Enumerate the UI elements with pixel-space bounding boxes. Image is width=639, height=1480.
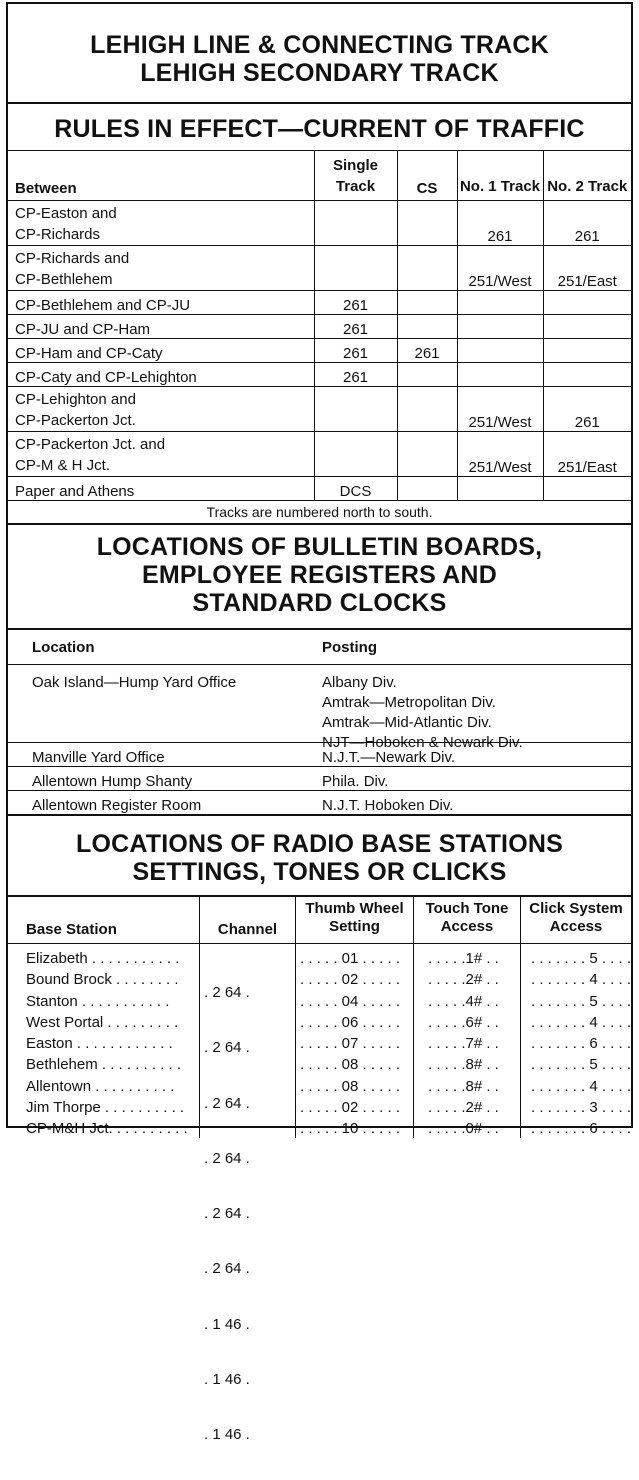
bulletin-title-line: STANDARD CLOCKS (192, 589, 447, 617)
row-touch: . . . . .4# . . (427, 992, 499, 1010)
row-single: 261 (314, 315, 397, 339)
row-touch: . . . . .2# . . (427, 1099, 499, 1117)
row-touch: . . . . .0# . . (427, 1120, 499, 1138)
row-single: DCS (314, 477, 397, 501)
row-station: Easton . . . . . . . . . . . . (26, 1035, 173, 1053)
timetable-page (6, 2, 633, 1444)
col-touch-tone (414, 897, 521, 943)
col-touch-tone-line: Access (440, 918, 494, 935)
row-touch: . . . . .6# . . (427, 1013, 499, 1031)
row-no2: 251/East (543, 432, 631, 477)
table-row (8, 363, 631, 387)
row-touch: . . . . .8# . . (427, 1056, 499, 1074)
row-station: Allentown . . . . . . . . . . (26, 1077, 175, 1095)
row-single (314, 246, 397, 291)
row-thumb: . . . . . 02 . . . . . (299, 1099, 401, 1117)
row-thumb: . . . . . 06 . . . . . (299, 1013, 401, 1031)
row-posting: N.J.T. Hoboken Div. (322, 797, 454, 814)
radio-header-row (8, 897, 631, 944)
table-row (8, 291, 631, 315)
row-thumb: . . . . . 07 . . . . . (299, 1035, 401, 1053)
row-station: West Portal . . . . . . . . . (26, 1013, 179, 1031)
row-click: . . . . . . . 5 . . . . (530, 1056, 632, 1074)
row-posting: Amtrak—Metropolitan Div. (322, 694, 496, 711)
col-thumb-wheel (296, 897, 414, 943)
col-thumb-wheel-line: Setting (329, 918, 380, 935)
col-cs: CS (397, 151, 457, 201)
rules-header-row (8, 151, 631, 201)
row-between: CP-Ham and CP-Caty (8, 339, 314, 363)
row-between: CP-Richards (15, 226, 101, 243)
row-channel: . 1 46 . (203, 1426, 250, 1444)
row-channel: . 2 64 . (203, 1149, 250, 1167)
col-click-system (521, 897, 631, 943)
col-no2-track: No. 2 Track (543, 151, 631, 201)
row-no2 (543, 339, 631, 363)
row-posting: NJT—Hoboken & Newark Div. (322, 734, 523, 751)
row-station: Elizabeth . . . . . . . . . . . (26, 950, 180, 967)
table-row (8, 791, 631, 814)
col-single-track: Single Track (314, 151, 397, 201)
row-channel: . 1 46 . (203, 1315, 250, 1333)
row-single (314, 387, 397, 432)
row-touch: . . . . .2# . . (427, 971, 499, 989)
row-channel: . 2 64 . (203, 1205, 250, 1223)
rules-table (8, 150, 631, 501)
bulletin-header-row (8, 630, 631, 665)
row-thumb: . . . . . 10 . . . . . (299, 1120, 401, 1138)
table-row (8, 201, 631, 246)
row-cs: 261 (397, 339, 457, 363)
row-no2 (543, 291, 631, 315)
row-location: Oak Island—Hump Yard Office (32, 674, 237, 691)
row-location: Allentown Hump Shanty (32, 773, 193, 790)
row-no1 (457, 315, 543, 339)
row-location: Allentown Register Room (32, 797, 202, 814)
row-no2 (543, 477, 631, 501)
row-station: Jim Thorpe . . . . . . . . . . (26, 1099, 185, 1117)
row-no2 (543, 363, 631, 387)
row-single: 261 (314, 363, 397, 387)
table-row (8, 432, 631, 477)
row-single: 261 (314, 339, 397, 363)
row-cs (397, 432, 457, 477)
row-no1: 261 (457, 201, 543, 246)
row-location: Manville Yard Office (32, 749, 165, 766)
row-posting: Albany Div. (322, 674, 397, 691)
row-no2: 251/East (543, 246, 631, 291)
col-location: Location (32, 638, 95, 656)
col-touch-tone-line: Touch Tone (425, 900, 509, 917)
header-line-2: LEHIGH SECONDARY TRACK (140, 59, 499, 87)
row-station: Bethlehem . . . . . . . . . . (26, 1056, 182, 1074)
row-between: CP-Easton and (15, 205, 117, 222)
col-no1-track: No. 1 Track (457, 151, 543, 201)
col-between: Between (8, 151, 314, 201)
row-between: CP-JU and CP-Ham (8, 315, 314, 339)
row-channel: . 2 64 . (203, 1260, 250, 1278)
row-click: . . . . . . . 6 . . . . (530, 1035, 632, 1053)
row-between: CP-Packerton Jct. and (15, 436, 166, 453)
table-row (8, 315, 631, 339)
row-cs (397, 291, 457, 315)
radio-table (8, 895, 632, 1444)
row-touch: . . . . .1# . . (427, 950, 499, 967)
row-no1: 251/West (457, 432, 543, 477)
table-row (8, 767, 631, 791)
row-cs (397, 201, 457, 246)
row-posting: N.J.T.—Newark Div. (322, 749, 456, 766)
row-thumb: . . . . . 08 . . . . . (299, 1056, 401, 1074)
radio-body (8, 944, 632, 1444)
col-thumb-wheel-line: Thumb Wheel (305, 900, 404, 917)
row-no2: 261 (543, 201, 631, 246)
row-between: CP-Bethlehem and CP-JU (8, 291, 314, 315)
table-row (8, 339, 631, 363)
row-single (314, 432, 397, 477)
bulletin-table (8, 628, 631, 814)
row-cs (397, 315, 457, 339)
row-touch: . . . . .8# . . (427, 1077, 499, 1095)
rules-title: RULES IN EFFECT—CURRENT OF TRAFFIC (54, 115, 585, 143)
row-single: 261 (314, 291, 397, 315)
row-no1 (457, 477, 543, 501)
col-posting: Posting (322, 638, 377, 656)
col-base-station: Base Station (8, 897, 200, 943)
row-touch: . . . . .7# . . (427, 1035, 499, 1053)
row-no1 (457, 363, 543, 387)
table-row (8, 477, 631, 501)
row-between: CP-Lehighton and (15, 391, 136, 408)
row-channel: . 1 46 . (203, 1371, 250, 1389)
row-thumb: . . . . . 08 . . . . . (299, 1077, 401, 1095)
row-channel: . 2 64 . (203, 1039, 250, 1057)
col-click-system-line: Access (549, 918, 603, 935)
row-cs (397, 387, 457, 432)
table-row (8, 665, 631, 751)
row-station: Bound Brock . . . . . . . . (26, 971, 179, 989)
row-thumb: . . . . . 01 . . . . . (299, 950, 401, 967)
row-station: Stanton . . . . . . . . . . . (26, 992, 170, 1010)
row-between: CP-Richards and (15, 250, 130, 267)
row-no1 (457, 339, 543, 363)
row-cs (397, 363, 457, 387)
row-click: . . . . . . . 4 . . . . (530, 1013, 632, 1031)
bulletin-title-line: EMPLOYEE REGISTERS AND (142, 561, 497, 589)
table-row (8, 246, 631, 291)
row-channel: . 2 64 . (203, 1094, 250, 1112)
row-between: CP-Bethlehem (15, 271, 113, 288)
row-channel: . 2 64 . (203, 984, 250, 1001)
row-thumb: . . . . . 02 . . . . . (299, 971, 401, 989)
table-row (8, 387, 631, 432)
col-channel: Channel (200, 897, 296, 943)
bulletin-title-line: LOCATIONS OF BULLETIN BOARDS, (96, 533, 543, 561)
row-click: . . . . . . . 3 . . . . (530, 1099, 632, 1117)
col-click-system-line: Click System (529, 900, 623, 917)
row-click: . . . . . . . 6 . . . . (530, 1120, 632, 1138)
row-single (314, 201, 397, 246)
radio-title-line: LOCATIONS OF RADIO BASE STATIONS (76, 830, 563, 858)
row-between: CP-M & H Jct. (15, 457, 111, 474)
row-click: . . . . . . . 5 . . . . (530, 950, 632, 967)
row-station: CP-M&H Jct. . . . . . . . . . (26, 1120, 188, 1138)
radio-title-line: SETTINGS, TONES OR CLICKS (132, 858, 507, 886)
row-click: . . . . . . . 4 . . . . (530, 1077, 632, 1095)
row-cs (397, 246, 457, 291)
row-posting: Phila. Div. (322, 773, 389, 790)
bulletin-title (8, 525, 631, 628)
tracks-note: Tracks are numbered north to south. (8, 501, 631, 525)
row-click: . . . . . . . 5 . . . . (530, 992, 632, 1010)
row-between: Paper and Athens (8, 477, 314, 501)
header-line-1: LEHIGH LINE & CONNECTING TRACK (90, 31, 549, 59)
row-no2 (543, 315, 631, 339)
row-cs (397, 477, 457, 501)
row-thumb: . . . . . 04 . . . . . (299, 992, 401, 1010)
row-between: CP-Packerton Jct. (15, 412, 136, 429)
row-no1: 251/West (457, 246, 543, 291)
row-posting: Amtrak—Mid-Atlantic Div. (322, 714, 492, 731)
header-title (8, 4, 631, 87)
radio-title (8, 814, 631, 895)
row-no1: 251/West (457, 387, 543, 432)
row-click: . . . . . . . 4 . . . . (530, 971, 632, 989)
row-no1 (457, 291, 543, 315)
row-no2: 261 (543, 387, 631, 432)
row-between: CP-Caty and CP-Lehighton (8, 363, 314, 387)
